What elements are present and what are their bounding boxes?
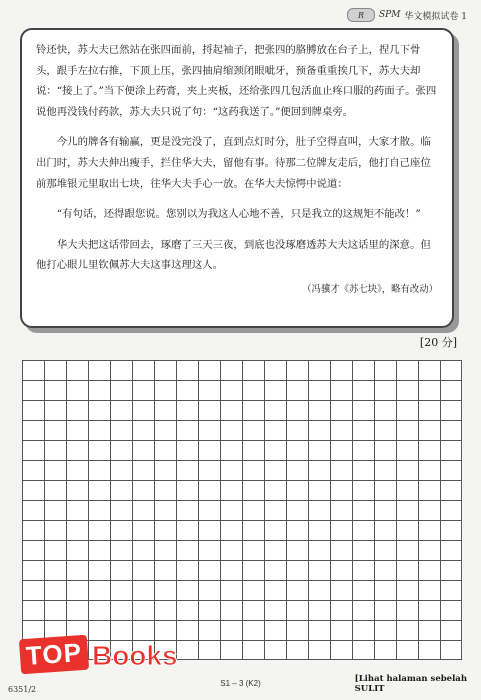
passage-source: （冯骥才《苏七块》，略有改动）: [302, 283, 438, 295]
sulit-label: SULIT: [354, 684, 385, 694]
answer-grid[interactable]: [22, 360, 462, 660]
publisher-logo-icon: R: [347, 8, 375, 22]
marks-label: [20 分]: [419, 336, 457, 349]
passage-paragraph-3: “有句话，还得跟您说。您别以为我这人心地不善，只是我立的这规矩不能改！”: [56, 208, 421, 221]
header-title: 华文模拟试卷 1: [404, 11, 467, 22]
page-number: S1 – 3 (K2): [220, 679, 261, 688]
next-page-label: [Lihat halaman sebelah: [354, 674, 467, 684]
page-header: [347, 8, 467, 22]
watermark-logo: [20, 637, 178, 672]
passage-paragraph-1: 铃还快，苏大夫已然站在张四面前，捋起袖子，把张四的胳膊放在台子上，捏几下骨头，跟手左拉右推，下顶上压，张四抽肩缩颈闭眼呲牙，预备重重挨几下，苏大夫却说：“接上了。”当下便涂上药膏，夹上夹板，还给张四几包活血止疼口服的药面子。张四说他再没钱付药款，苏大夫只说了句：“这药我送了。”便回到牌桌旁。: [36, 44, 437, 118]
passage-paragraph-4: 华大夫把这话带回去，琢磨了三天三夜，到底也没琢磨透苏大夫这话里的深意。但他打心眼儿里钦佩苏大夫这事这理这人。: [36, 238, 431, 272]
passage-paragraph-2: 今儿的牌各有输赢，更是没完没了，直到点灯时分，肚子空得直叫，大家才散。临出门时，苏大夫伸出瘦手，拦住华大夫，留他有事。待那二位牌友走后，他打自己座位前那堆银元里取出七块，往华大夫手心一放。在华大夫惊愕中说道：: [36, 136, 431, 190]
passage-box: [20, 28, 454, 328]
watermark-top: TOP: [19, 635, 89, 675]
series-label: SPM: [378, 10, 401, 20]
watermark-books: Books: [91, 640, 178, 671]
footer-right: [355, 674, 467, 694]
paper-code: 6351/2: [8, 685, 37, 694]
